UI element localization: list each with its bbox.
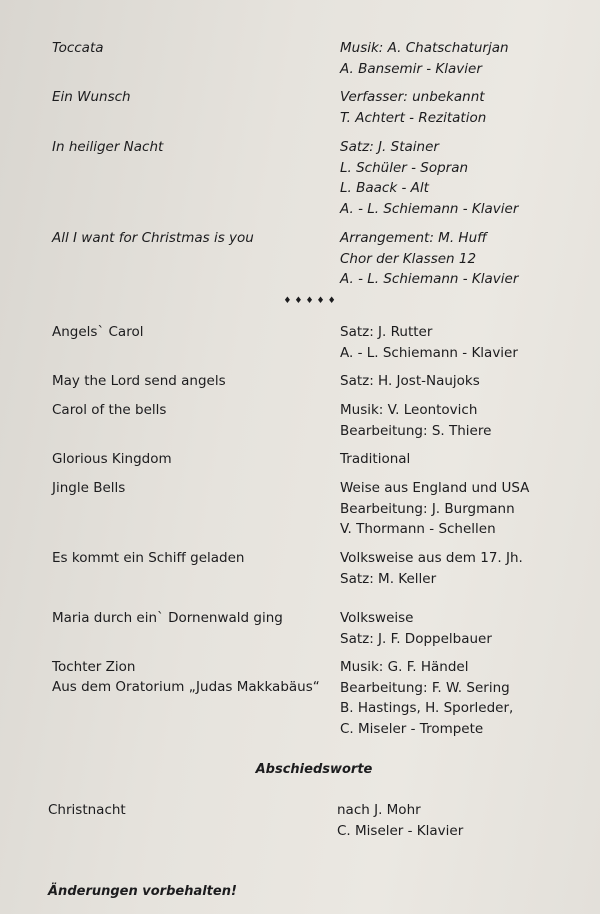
credit-line: L. Baack - Alt [340, 180, 429, 196]
credit-line: Musik: G. F. Händel [340, 659, 469, 675]
piece-title: In heiliger Nacht [52, 139, 164, 155]
credit-line: Volksweise [340, 610, 414, 626]
credit-line: Arrangement: M. Huff [340, 230, 487, 246]
piece-title-block [52, 657, 320, 697]
piece-credits [340, 371, 480, 392]
credit-line: V. Thormann - Schellen [340, 521, 496, 537]
credit-line: Traditional [340, 451, 411, 467]
credit-line: C. Miseler - Trompete [340, 720, 484, 737]
piece-title: Maria durch ein` Dornenwald ging [52, 610, 283, 626]
piece-title: All I want for Christmas is you [52, 230, 254, 246]
piece-credits [340, 137, 518, 219]
credit-line: Satz: J. F. Doppelbauer [340, 630, 492, 647]
piece-title: Toccata [52, 40, 104, 56]
piece-subtitle: Aus dem Oratorium „Judas Makkabäus“ [52, 679, 320, 695]
credit-line: C. Miseler - Klavier [337, 822, 464, 839]
piece-title: Carol of the bells [52, 402, 167, 418]
piece-title: May the Lord send angels [52, 373, 226, 389]
credit-line: T. Achtert - Rezitation [340, 109, 487, 126]
piece-title: Jingle Bells [52, 480, 126, 496]
piece-credits [340, 449, 410, 470]
piece-title: Ein Wunsch [52, 89, 131, 105]
credit-line: A. - L. Schiemann - Klavier [340, 200, 519, 217]
credit-line: A. Bansemir - Klavier [340, 60, 482, 77]
piece-title: Es kommt ein Schiff geladen [52, 550, 245, 566]
piece-credits [340, 548, 523, 589]
piece-title: Christnacht [48, 802, 126, 818]
credit-line: B. Hastings, H. Sporleder, [340, 700, 514, 716]
credit-line: Chor der Klassen 12 [340, 250, 477, 267]
credit-line: A. - L. Schiemann - Klavier [340, 271, 519, 287]
piece-credits [340, 38, 509, 79]
credit-line: L. Schüler - Sopran [340, 159, 469, 176]
section-heading: Abschiedsworte [255, 762, 373, 777]
credit-line: Verfasser: unbekannt [340, 89, 485, 105]
piece-title: Angels` Carol [52, 324, 144, 340]
credit-line: Musik: A. Chatschaturjan [340, 40, 509, 56]
credit-line: Satz: H. Jost-Naujoks [340, 373, 480, 389]
credit-line: Satz: M. Keller [340, 570, 437, 587]
piece-credits [340, 478, 529, 540]
credit-line: nach J. Mohr [337, 802, 421, 818]
piece-credits [340, 322, 518, 363]
piece-title: Tochter Zion [52, 659, 136, 675]
credit-line: Satz: J. Rutter [340, 324, 433, 340]
credit-line: Bearbeitung: F. W. Sering [340, 679, 510, 696]
piece-credits [340, 228, 518, 290]
diamond-separator: ♦♦♦♦♦ [283, 296, 339, 306]
credit-line: Musik: V. Leontovich [340, 402, 478, 418]
piece-credits [340, 87, 486, 128]
credit-line: Volksweise aus dem 17. Jh. [340, 550, 523, 566]
credit-line: Satz: J. Stainer [340, 139, 439, 155]
piece-credits [340, 657, 513, 739]
credit-line: Bearbeitung: J. Burgmann [340, 500, 515, 517]
footer-note: Änderungen vorbehalten! [48, 884, 237, 899]
piece-credits [340, 400, 491, 441]
piece-credits [337, 800, 463, 841]
credit-line: Weise aus England und USA [340, 480, 530, 496]
piece-credits [340, 608, 492, 649]
piece-title: Glorious Kingdom [52, 451, 172, 467]
credit-line: A. - L. Schiemann - Klavier [340, 344, 518, 361]
credit-line: Bearbeitung: S. Thiere [340, 422, 492, 439]
